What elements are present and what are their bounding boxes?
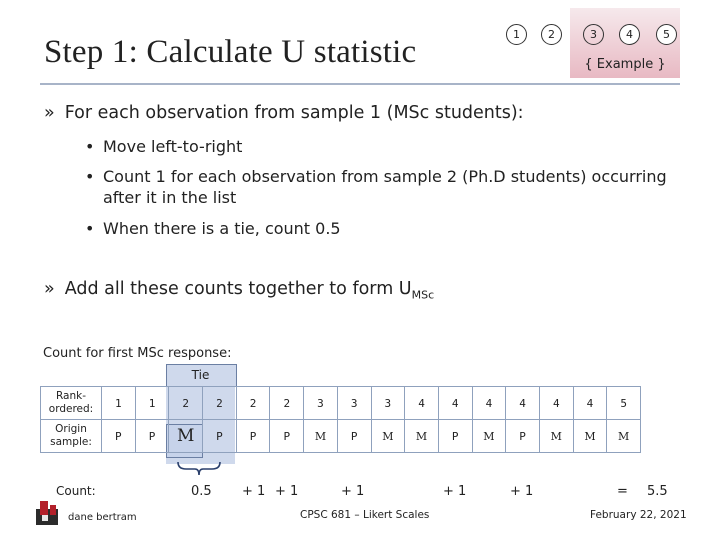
table-row-origin [41,420,641,453]
origin-cell: P [236,420,270,453]
step-1-button[interactable]: 1 [506,24,527,45]
chevron-icon: » [44,103,55,123]
origin-cell-highlighted: M [169,420,203,453]
bullet-text: For each observation from sample 1 (MSc students): [64,103,524,123]
count-value: + 1 [443,484,467,499]
rank-cell: 1 [102,387,136,420]
bullet-add-counts [44,279,434,302]
rank-table [40,386,641,453]
sub-bullet-text: Move left-to-right [103,137,243,156]
count-value: + 1 [275,484,299,499]
origin-cell: P [506,420,540,453]
sub-bullet-text: Count 1 for each observation from sample 2 (Ph.D students) occurring after it in the list [103,167,667,207]
footer-course: CPSC 681 – Likert Scales [300,509,430,521]
origin-header: Origin sample: [41,420,102,453]
origin-cell: M [539,420,573,453]
example-link[interactable]: { Example } [584,57,666,72]
rank-cell: 2 [270,387,304,420]
origin-cell: M [573,420,607,453]
count-label: Count: [56,484,96,498]
rank-cell: 4 [539,387,573,420]
origin-cell: M [304,420,338,453]
bullet-dot-icon: • [85,137,95,156]
origin-cell: P [203,420,237,453]
origin-cell: P [337,420,371,453]
bullet-dot-icon: • [85,167,95,186]
rank-cell: 2 [169,387,203,420]
footer-date: February 22, 2021 [590,509,687,521]
rank-cell: 4 [472,387,506,420]
bullet-observations [44,103,524,123]
step-3-button[interactable]: 3 [583,24,604,45]
origin-cell: P [270,420,304,453]
chevron-icon: » [44,279,55,299]
count-value: + 1 [510,484,534,499]
step-4-button[interactable]: 4 [619,24,640,45]
origin-cell: M [405,420,439,453]
slide-title: Step 1: Calculate U statistic [44,34,417,70]
table-caption: Count for first MSc response: [43,346,232,361]
origin-cell: P [135,420,169,453]
rank-cell: 2 [203,387,237,420]
rank-cell: 1 [135,387,169,420]
count-value: + 1 [242,484,266,499]
rank-cell: 4 [573,387,607,420]
tie-label: Tie [191,368,210,382]
tie-count-value: 0.5 [191,484,212,499]
rank-cell: 4 [438,387,472,420]
sub-bullet-count [85,166,683,208]
rank-cell: 3 [337,387,371,420]
rank-cell: 3 [304,387,338,420]
step-2-button[interactable]: 2 [541,24,562,45]
title-divider [40,83,680,85]
bullet-text: Add all these counts together to form U [64,279,412,299]
logo-icon [36,501,58,525]
rank-cell: 5 [607,387,641,420]
brace-icon [176,460,222,476]
origin-cell: M [607,420,641,453]
u-subscript: MSc [411,288,435,302]
sub-bullet-move [85,137,243,156]
rank-cell: 4 [506,387,540,420]
sub-bullet-tie [85,219,341,238]
origin-cell: M [371,420,405,453]
step-5-button[interactable]: 5 [656,24,677,45]
footer-author: dane bertram [68,512,137,523]
count-value: + 1 [341,484,365,499]
rank-header: Rank-ordered: [41,387,102,420]
equals-sign: = [617,484,628,499]
origin-cell: P [102,420,136,453]
rank-cell: 3 [371,387,405,420]
rank-cell: 4 [405,387,439,420]
table-row-rank [41,387,641,420]
bullet-dot-icon: • [85,219,95,238]
total-count: 5.5 [647,484,668,499]
origin-cell: P [438,420,472,453]
rank-cell: 2 [236,387,270,420]
sub-bullet-text: When there is a tie, count 0.5 [103,219,341,238]
origin-cell: M [472,420,506,453]
